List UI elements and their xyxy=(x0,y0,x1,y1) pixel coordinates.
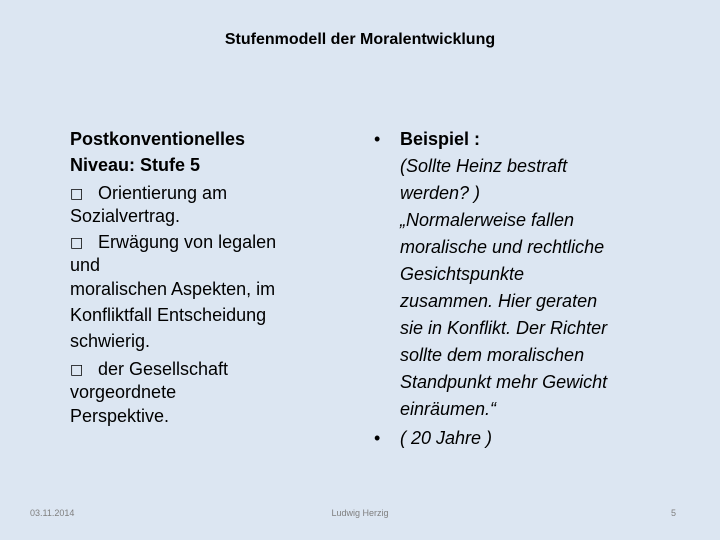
example-text-line: Gesichtspunkte xyxy=(400,264,525,284)
list-item-text-continued: Sozialvertrag. xyxy=(70,206,181,226)
list-item xyxy=(70,358,340,429)
list-item-text: der Gesellschaft xyxy=(98,359,229,379)
right-text-column xyxy=(372,126,672,452)
example-text-line: werden? ) xyxy=(400,183,481,203)
list-item-text-continued: vorgeordnete xyxy=(70,382,177,402)
example-item xyxy=(372,126,672,423)
footer-author: Ludwig Herzig xyxy=(331,508,389,518)
checkbox-bullet-icon: □ xyxy=(70,186,84,202)
example-text-line: moralische und rechtliche xyxy=(400,237,605,257)
example-text-line: einräumen.“ xyxy=(400,399,497,419)
example-text-line: (Sollte Heinz bestraft xyxy=(400,156,568,176)
level-heading-line-2: Niveau: Stufe 5 xyxy=(70,155,201,175)
footer-date: 03.11.2014 xyxy=(30,508,75,518)
example-text-line: sollte dem moralischen xyxy=(400,345,585,365)
answer-text: ( 20 Jahre ) xyxy=(400,428,493,448)
list-item-text-continued: Konfliktfall Entscheidung xyxy=(70,305,267,325)
answer-item xyxy=(372,425,672,452)
checkbox-bullet-icon: □ xyxy=(70,362,84,378)
left-text-column xyxy=(70,126,340,429)
list-item-text: Orientierung am xyxy=(98,183,228,203)
footer-page-number: 5 xyxy=(670,508,676,518)
bullet-dot-icon: • xyxy=(374,428,381,448)
example-text-line: Standpunkt mehr Gewicht xyxy=(400,372,608,392)
list-item-text-continued: und xyxy=(70,255,101,275)
list-item xyxy=(70,182,340,227)
list-item xyxy=(70,231,340,354)
list-item-text-continued: Perspektive. xyxy=(70,406,170,426)
example-text-line: zusammen. Hier geraten xyxy=(400,291,598,311)
list-item-text-continued: schwierig. xyxy=(70,331,151,351)
level-heading-line-1: Postkonventionelles xyxy=(70,129,246,149)
checkbox-bullet-icon: □ xyxy=(70,235,84,251)
bullet-dot-icon: • xyxy=(374,129,381,149)
example-text-line: „Normalerweise fallen xyxy=(400,210,575,230)
example-text-line: sie in Konflikt. Der Richter xyxy=(400,318,608,338)
list-item-text: Erwägung von legalen xyxy=(98,232,277,252)
list-item-text-continued: moralischen Aspekten, im xyxy=(70,279,276,299)
slide-title: Stufenmodell der Moralentwicklung xyxy=(224,31,496,48)
example-label: Beispiel : xyxy=(400,129,481,149)
